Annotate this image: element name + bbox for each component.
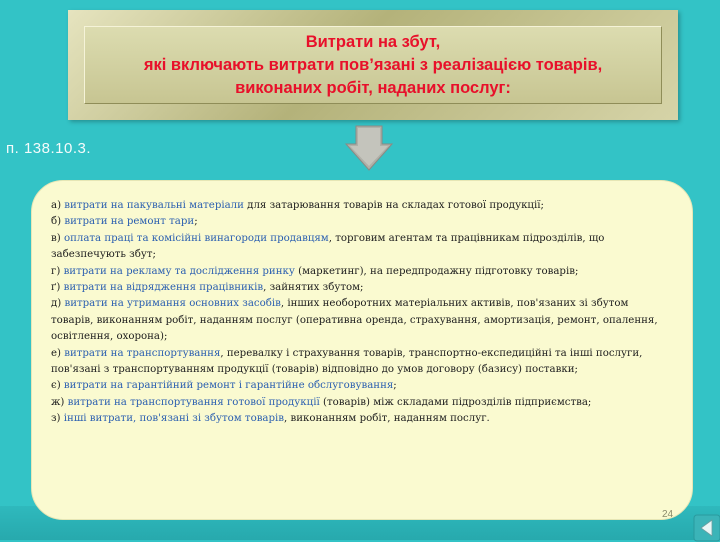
item-highlight: витрати на транспортування [64, 347, 221, 359]
item-highlight: витрати на рекламу та дослідження ринку [63, 265, 295, 277]
list-item: ж) витрати на транспортування готової продукції (товарів) між складами підрозділів підприємства; [51, 396, 592, 408]
list-item: ґ) витрати на відрядження працівників, зайнятих збутом; [51, 282, 364, 294]
item-highlight: витрати на відрядження працівників [63, 282, 264, 294]
list-item: в) оплата праці та комісійні винагороди продавцям, торговим агентам та працівникам підрозділів, що забезпечують збут; [51, 232, 605, 261]
down-arrow-icon [344, 124, 394, 172]
list-item: д) витрати на утримання основних засобів, інших необоротних матеріальних активів, пов'язаних зі збутом товарів, виконанням робіт, наданням послуг (оперативна оренда, страхування, амортизація, ремонт, опалення, освітлення, охорона); [51, 298, 658, 343]
title-line-1: Витрати на збут, [305, 32, 441, 51]
item-highlight: витрати на пакувальні матеріали [64, 200, 244, 211]
list-item: б) витрати на ремонт тари; [51, 216, 198, 228]
list-item: г) витрати на рекламу та дослідження ринку (маркетинг), на передпродажну підготовку товарів; [51, 265, 579, 277]
list-item: е) витрати на транспортування, перевалку і страхування товарів, транспортно-експедиційні та інші послуги, пов'язані з транспортуванням продукції (товарів) відповідно до умов договору (базису) поставки; [51, 347, 643, 376]
title-line-3: виконаних робіт, наданих послуг: [235, 78, 511, 97]
list-item: є) витрати на гарантійний ремонт і гарантійне обслуговування; [51, 380, 397, 392]
page-number: 24 [662, 509, 674, 520]
item-highlight: витрати на гарантійний ремонт і гарантійне обслуговування [63, 380, 394, 392]
item-highlight: оплата праці та комісійні винагороди продавцям [63, 232, 329, 244]
title-frame [68, 10, 678, 120]
item-highlight: інші витрати, пов'язані зі збутом товарів [63, 413, 285, 425]
title-line-2: які включають витрати пов’язані з реалізацією товарів, [143, 55, 603, 74]
reference-label: п. 138.10.3. [6, 140, 92, 157]
item-highlight: витрати на утримання основних засобів [64, 298, 281, 310]
list-item: з) інші витрати, пов'язані зі збутом товарів, виконанням робіт, наданням послуг. [51, 413, 490, 425]
item-highlight: витрати на транспортування готової продукції [67, 396, 320, 408]
list-item: а) витрати на пакувальні матеріали для затарювання товарів на складах готової продукції; [51, 200, 544, 211]
expense-list [51, 198, 671, 428]
item-highlight: витрати на ремонт тари [64, 216, 195, 228]
title-panel [84, 26, 662, 104]
back-arrow-icon[interactable] [693, 514, 720, 542]
